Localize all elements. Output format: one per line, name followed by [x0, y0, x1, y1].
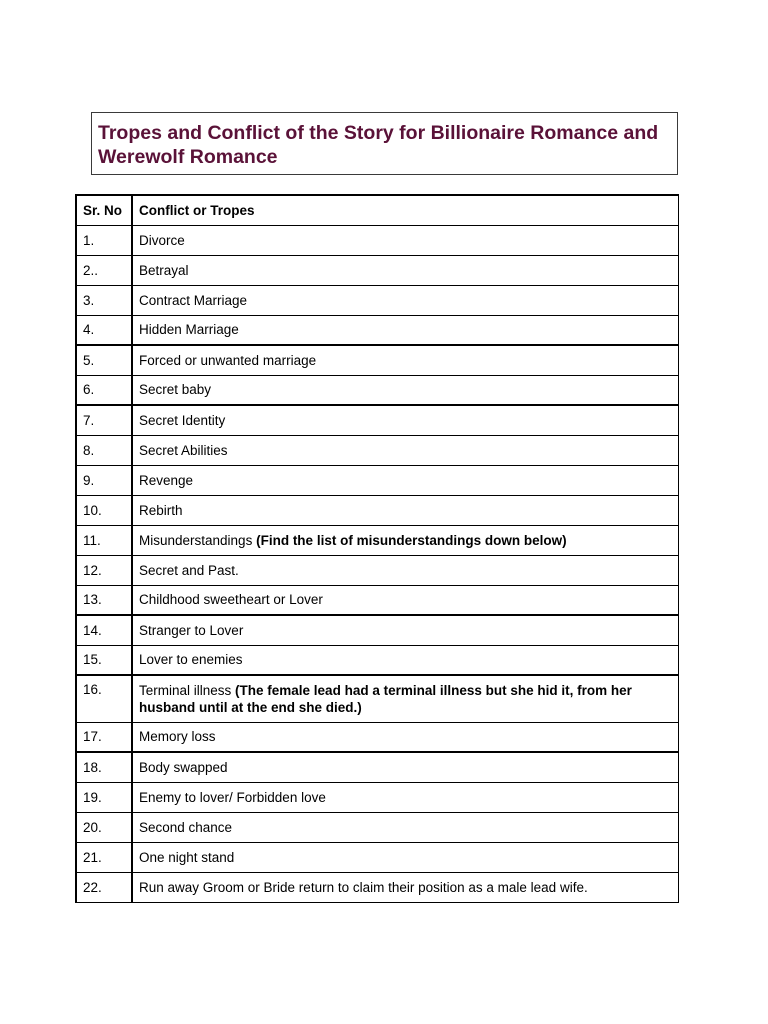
trope-text: Misunderstandings: [139, 532, 257, 548]
row-trope: [132, 525, 679, 555]
trope-text: Body swapped: [139, 759, 228, 775]
table-row: [76, 675, 679, 722]
tropes-table: [75, 194, 679, 903]
row-trope: [132, 555, 679, 585]
table-row: [76, 872, 679, 902]
row-number: 9.: [76, 465, 132, 495]
header-conflict-or-tropes: Conflict or Tropes: [132, 195, 679, 225]
row-trope: [132, 872, 679, 902]
row-number: 1.: [76, 225, 132, 255]
trope-text: Contract Marriage: [139, 292, 248, 308]
table-row: [76, 525, 679, 555]
table-header-row: [76, 195, 679, 225]
trope-text: One night stand: [139, 849, 235, 865]
table-row: [76, 585, 679, 615]
trope-text: Lover to enemies: [139, 652, 243, 668]
table-row: [76, 285, 679, 315]
row-number: 3.: [76, 285, 132, 315]
row-number: 10.: [76, 495, 132, 525]
trope-text: Enemy to lover/ Forbidden love: [139, 789, 326, 805]
trope-text: Hidden Marriage: [139, 322, 239, 338]
trope-text: Run away Groom or Bride return to claim their position as a male lead wife.: [139, 879, 588, 895]
table-row: [76, 615, 679, 645]
row-number: 17.: [76, 722, 132, 752]
trope-text: Second chance: [139, 819, 233, 835]
table-row: [76, 435, 679, 465]
row-trope: [132, 255, 679, 285]
table-row: [76, 465, 679, 495]
row-number: 2..: [76, 255, 132, 285]
table-row: [76, 645, 679, 675]
trope-text: Revenge: [139, 472, 194, 488]
row-number: 11.: [76, 525, 132, 555]
table-row: [76, 555, 679, 585]
trope-text: Betrayal: [139, 262, 189, 278]
trope-text: Secret Abilities: [139, 442, 228, 458]
trope-text: Stranger to Lover: [139, 622, 244, 638]
trope-text: Secret Identity: [139, 412, 226, 428]
row-trope: [132, 675, 679, 722]
row-trope: [132, 375, 679, 405]
trope-note: (Find the list of misunderstandings down below): [256, 532, 567, 548]
table-row: [76, 752, 679, 782]
row-trope: [132, 812, 679, 842]
trope-text: Childhood sweetheart or Lover: [139, 592, 323, 608]
trope-text: Secret and Past.: [139, 562, 239, 578]
trope-note: (The female lead had a terminal illness but she hid it, from her husband until at the end she died.): [139, 683, 632, 715]
trope-text: Forced or unwanted marriage: [139, 352, 317, 368]
table-row: [76, 842, 679, 872]
table-row: [76, 315, 679, 345]
trope-text: Divorce: [139, 232, 185, 248]
row-trope: [132, 585, 679, 615]
row-number: 16.: [76, 675, 132, 722]
row-trope: [132, 435, 679, 465]
table-row: [76, 405, 679, 435]
trope-text: Secret baby: [139, 382, 212, 398]
trope-text: Terminal illness: [139, 683, 236, 698]
row-trope: [132, 465, 679, 495]
trope-text: Rebirth: [139, 502, 183, 518]
row-number: 8.: [76, 435, 132, 465]
table-row: [76, 375, 679, 405]
row-number: 6.: [76, 375, 132, 405]
row-trope: [132, 782, 679, 812]
row-number: 14.: [76, 615, 132, 645]
table-row: [76, 782, 679, 812]
row-number: 4.: [76, 315, 132, 345]
row-trope: [132, 645, 679, 675]
row-trope: [132, 722, 679, 752]
table-row: [76, 345, 679, 375]
row-trope: [132, 345, 679, 375]
table-row: [76, 722, 679, 752]
table-row: [76, 225, 679, 255]
document-title: Tropes and Conflict of the Story for Billionaire Romance and Werewolf Romance: [98, 122, 659, 168]
row-number: 15.: [76, 645, 132, 675]
table-row: [76, 255, 679, 285]
row-trope: [132, 752, 679, 782]
row-number: 13.: [76, 585, 132, 615]
row-number: 21.: [76, 842, 132, 872]
title-box: [91, 112, 678, 175]
row-number: 7.: [76, 405, 132, 435]
trope-text: Memory loss: [139, 729, 216, 745]
row-number: 22.: [76, 872, 132, 902]
row-trope: [132, 495, 679, 525]
row-trope: [132, 285, 679, 315]
row-trope: [132, 315, 679, 345]
row-number: 19.: [76, 782, 132, 812]
table-row: [76, 812, 679, 842]
row-number: 18.: [76, 752, 132, 782]
row-trope: [132, 615, 679, 645]
row-number: 12.: [76, 555, 132, 585]
table-row: [76, 495, 679, 525]
row-trope: [132, 225, 679, 255]
row-number: 5.: [76, 345, 132, 375]
row-trope: [132, 405, 679, 435]
row-number: 20.: [76, 812, 132, 842]
header-sr-no: Sr. No: [76, 195, 132, 225]
row-trope: [132, 842, 679, 872]
